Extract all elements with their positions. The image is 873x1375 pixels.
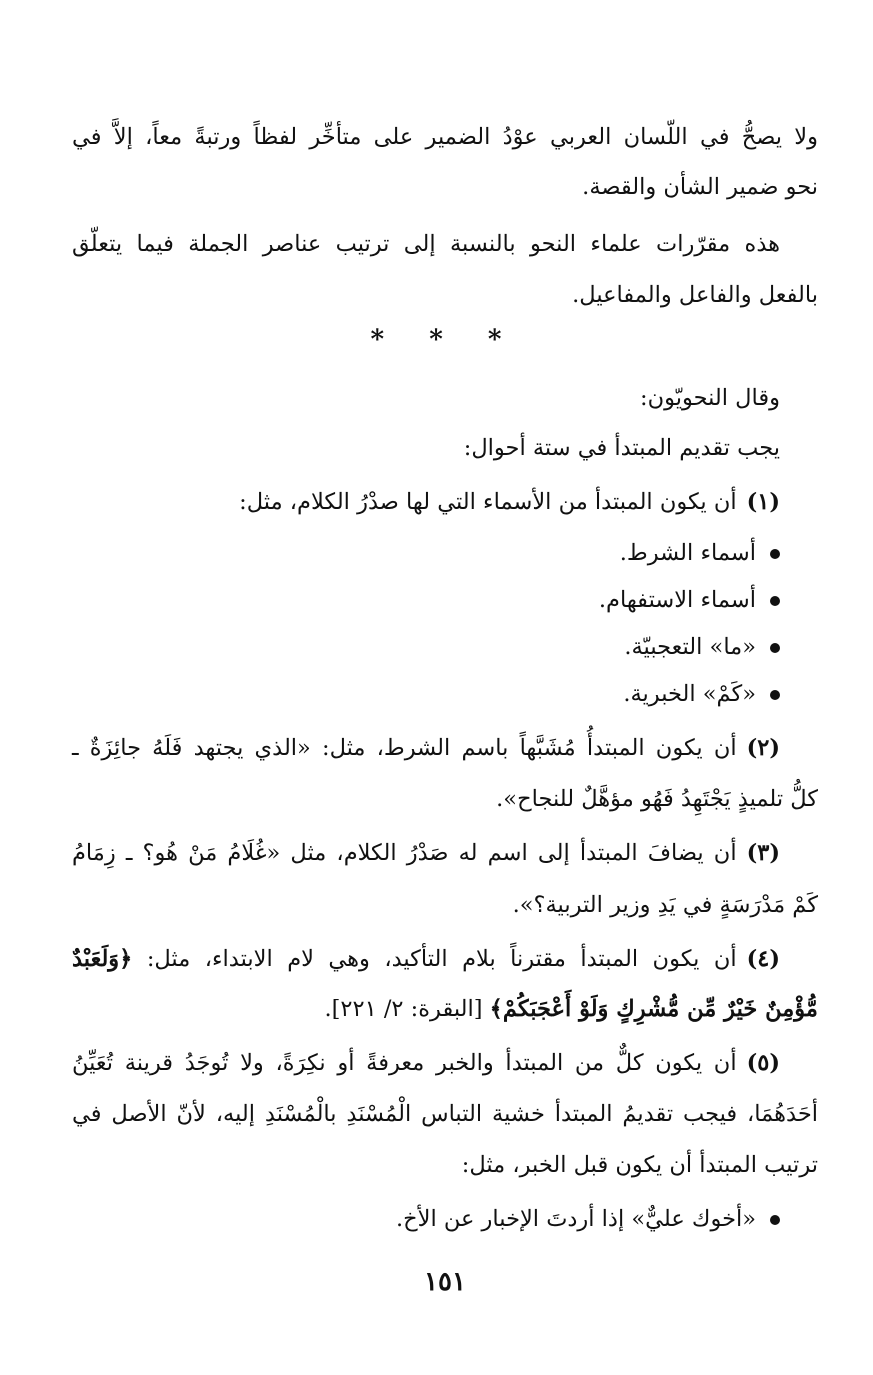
- bullet-icon: [770, 690, 780, 700]
- paragraph-2-line-2: بالفعل والفاعل والمفاعيل.: [572, 282, 818, 308]
- bullet-item-5-text: «أخوك عليٌّ» إذا أردتَ الإخبار عن الأخ.: [395, 1206, 756, 1232]
- bullet-item-1: [72, 538, 818, 568]
- bullet-icon: [770, 643, 780, 653]
- item-3-line-2: كَمْ مَدْرَسَةٍ في يَدِ وزير التربية؟».: [512, 892, 818, 918]
- item-5-line-3: ترتيب المبتدأ أن يكون قبل الخبر، مثل:: [461, 1152, 818, 1178]
- bullet-icon: [770, 549, 780, 559]
- bullet-item-5: [72, 1204, 818, 1234]
- item-4-line-1: [72, 944, 818, 974]
- quran-reference: [البقرة: ٢/ ٢٢١].: [324, 996, 483, 1022]
- page-number: ١٥١: [424, 1267, 466, 1297]
- item-2-line-1: [72, 733, 818, 763]
- book-page: [72, 0, 818, 1375]
- paragraph-1-line-1: ولا يصحُّ في اللّسان العربي عوْدُ الضمير على متأخِّر لفظاً ورتبةً معاً، إلاَّ في: [72, 124, 818, 150]
- bullet-icon: [770, 1215, 780, 1225]
- bullet-item-2-text: أسماء الاستفهام.: [598, 587, 756, 613]
- item-4-text-1: أن يكون المبتدأ مقترناً بلام التأكيد، وهي لام الابتداء، مثل:: [146, 946, 737, 972]
- item-5-line-1: [72, 1048, 818, 1078]
- bullet-item-2: [72, 585, 818, 615]
- bullet-item-1-text: أسماء الشرط.: [619, 540, 756, 566]
- item-2-number: (٢): [746, 735, 780, 761]
- item-1-text: أن يكون المبتدأ من الأسماء التي لها صدْرُ الكلام، مثل:: [239, 489, 737, 515]
- item-1-number: (١): [746, 489, 780, 515]
- quran-verse-end: مُّؤْمِنٌ خَيْرٌ مِّن مُّشْرِكٍ وَلَوْ أَعْجَبَكُمْ﴾: [489, 996, 818, 1022]
- item-3-number: (٣): [746, 840, 780, 866]
- paragraph-2-line-1: هذه مقرّرات علماء النحو بالنسبة إلى ترتيب عناصر الجملة فيما يتعلّق: [72, 231, 780, 257]
- bullet-item-3-text: «ما» التعجبيّة.: [624, 634, 756, 660]
- item-1: [72, 487, 818, 517]
- item-3-text-1: أن يضافَ المبتدأ إلى اسم له صَدْرُ الكلام، مثل «غُلَامُ مَنْ هُو؟ ـ زِمَامُ: [72, 840, 737, 866]
- item-5-number: (٥): [746, 1050, 780, 1076]
- bullet-item-3: [72, 632, 818, 662]
- item-5-text-1: أن يكون كلٌّ من المبتدأ والخبر معرفةً أو نكِرَةً، ولا تُوجَدُ قرينة تُعَيِّنُ: [72, 1050, 737, 1076]
- section-divider-stars: * * *: [370, 325, 520, 355]
- paragraph-4: يجب تقديم المبتدأ في ستة أحوال:: [463, 435, 780, 461]
- bullet-item-4: [72, 679, 818, 709]
- item-2-text-1: أن يكون المبتدأُ مُشَبَّهاً باسم الشرط، مثل: «الذي يجتهد فَلَهُ جائِزَةٌ ـ: [72, 735, 737, 761]
- paragraph-1-line-2: نحو ضمير الشأن والقصة.: [582, 174, 818, 200]
- item-3-line-1: [72, 838, 818, 868]
- item-4-number: (٤): [746, 946, 780, 972]
- item-2-line-2: كلُّ تلميذٍ يَجْتَهِدُ فَهُو مؤهَّلٌ للنجاح».: [496, 786, 818, 812]
- bullet-item-4-text: «كَمْ» الخبرية.: [623, 681, 756, 707]
- item-5-line-2: أحَدَهُمَا، فيجب تقديمُ المبتدأ خشية التباس الْمُسْنَدِ بالْمُسْنَدِ إليه، لأنّ الأصل في: [72, 1101, 818, 1127]
- item-4-line-2: [72, 994, 818, 1024]
- quran-verse-start: ﴿وَلَعَبْدٌ: [72, 946, 133, 972]
- paragraph-3: وقال النحويّون:: [639, 385, 780, 411]
- bullet-icon: [770, 596, 780, 606]
